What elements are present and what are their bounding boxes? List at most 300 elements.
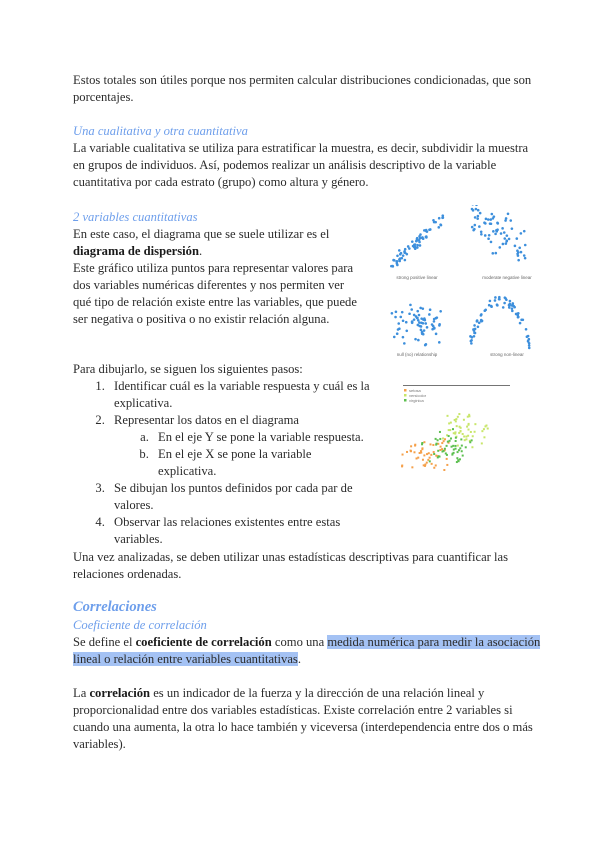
data-point xyxy=(456,425,458,427)
data-point xyxy=(496,303,499,306)
data-point xyxy=(421,331,424,334)
data-point xyxy=(395,311,398,314)
data-point xyxy=(471,336,474,339)
data-point xyxy=(437,439,439,441)
data-point xyxy=(459,458,461,460)
data-point xyxy=(433,318,436,321)
data-point xyxy=(416,244,419,247)
data-point xyxy=(423,317,426,320)
data-point xyxy=(448,435,450,437)
data-point xyxy=(392,265,395,268)
data-point xyxy=(443,469,445,471)
data-point xyxy=(424,322,427,325)
data-point xyxy=(407,245,410,248)
data-point xyxy=(440,446,442,448)
text: En este caso, el diagrama que se suele utilizar es el xyxy=(73,227,330,241)
data-point xyxy=(431,463,433,465)
data-point xyxy=(459,426,461,428)
data-point xyxy=(465,446,467,448)
data-point xyxy=(465,438,467,440)
data-point xyxy=(417,339,420,342)
data-point xyxy=(473,228,476,231)
data-point xyxy=(394,316,397,319)
data-point xyxy=(466,426,468,428)
steps-section xyxy=(73,361,373,548)
data-point xyxy=(405,321,408,324)
data-point xyxy=(429,457,431,459)
data-point xyxy=(472,435,474,437)
data-point xyxy=(489,222,492,225)
data-point xyxy=(524,244,527,247)
data-point xyxy=(447,441,449,443)
data-point xyxy=(397,328,400,331)
caption: moderate negative linear xyxy=(482,275,532,280)
data-point xyxy=(416,237,419,240)
data-point xyxy=(520,232,523,235)
data-point xyxy=(436,443,438,445)
data-point xyxy=(400,252,403,255)
data-point xyxy=(446,445,448,447)
data-point xyxy=(418,235,421,238)
definition-paragraph xyxy=(73,634,543,668)
data-point xyxy=(508,303,511,306)
data-point xyxy=(462,455,464,457)
data-point xyxy=(454,433,456,435)
data-point xyxy=(483,436,485,438)
data-point xyxy=(426,326,429,329)
data-point xyxy=(396,332,399,335)
data-point xyxy=(404,251,407,254)
text: Representar los datos en el diagrama xyxy=(114,413,299,427)
data-point xyxy=(430,454,432,456)
data-point xyxy=(489,218,492,221)
data-point xyxy=(471,439,473,441)
data-point xyxy=(455,437,457,439)
data-point xyxy=(481,442,483,444)
data-point xyxy=(523,254,526,257)
data-point xyxy=(435,333,438,336)
data-point xyxy=(483,221,486,224)
data-point xyxy=(460,438,462,440)
data-point xyxy=(414,445,416,447)
data-point xyxy=(396,260,399,263)
data-point xyxy=(439,310,442,313)
data-point xyxy=(410,445,412,447)
data-point xyxy=(399,316,402,319)
data-point xyxy=(527,340,530,343)
data-point xyxy=(442,437,444,439)
data-point xyxy=(458,449,460,451)
section-qual-quant xyxy=(73,123,535,191)
data-point xyxy=(528,342,531,345)
data-point xyxy=(474,431,476,433)
data-point xyxy=(439,431,441,433)
data-point xyxy=(484,234,487,237)
data-point xyxy=(416,310,419,313)
data-point xyxy=(511,302,514,305)
data-point xyxy=(402,454,404,456)
data-point xyxy=(467,424,469,426)
text: La xyxy=(73,686,90,700)
data-point xyxy=(470,342,473,345)
data-point xyxy=(505,242,508,245)
data-point xyxy=(439,449,441,451)
data-point xyxy=(436,316,439,319)
data-point xyxy=(444,438,446,440)
data-point xyxy=(471,226,474,229)
data-point xyxy=(413,318,416,321)
caption: null (no) relationship xyxy=(396,352,438,357)
list-item: 4. Observar las relaciones existentes entre estas variables. xyxy=(108,514,373,548)
data-point xyxy=(508,238,511,241)
data-point xyxy=(506,234,509,237)
data-point xyxy=(411,321,414,324)
legend-marker xyxy=(404,399,407,402)
data-point xyxy=(494,299,497,302)
data-point xyxy=(430,443,432,445)
section-two-quant xyxy=(73,209,365,328)
data-point xyxy=(472,209,475,212)
data-point xyxy=(497,222,500,225)
data-point xyxy=(402,254,405,257)
data-point xyxy=(391,312,394,315)
data-point xyxy=(424,344,427,347)
data-point xyxy=(438,323,441,326)
data-point xyxy=(396,254,399,257)
data-point xyxy=(438,217,441,220)
list-item: a. En el eje Y se pone la variable respuesta. xyxy=(152,429,373,446)
data-point xyxy=(474,328,477,331)
scatter-types-figure xyxy=(362,205,562,360)
data-point xyxy=(455,420,457,422)
data-point xyxy=(447,415,449,417)
data-point xyxy=(422,322,425,325)
data-point xyxy=(456,457,458,459)
data-point xyxy=(410,450,412,452)
data-point xyxy=(449,440,451,442)
data-point xyxy=(393,336,396,339)
legend-label: virginica xyxy=(409,398,424,403)
bold-term: coeficiente de correlación xyxy=(135,635,272,649)
data-point xyxy=(431,323,434,326)
data-point xyxy=(396,264,399,267)
data-point xyxy=(449,429,451,431)
data-point xyxy=(437,450,439,452)
data-point xyxy=(471,205,474,206)
data-point xyxy=(491,213,494,216)
data-point xyxy=(475,208,478,211)
data-point xyxy=(487,428,489,430)
caption: strong non-linear xyxy=(490,352,524,357)
data-point xyxy=(446,464,448,466)
data-point xyxy=(442,216,445,219)
data-point xyxy=(433,451,435,453)
data-point xyxy=(403,342,406,345)
data-point xyxy=(455,418,457,420)
text: . xyxy=(297,652,301,666)
data-point xyxy=(473,332,476,335)
data-point xyxy=(418,239,421,242)
data-point xyxy=(453,449,455,451)
data-point xyxy=(459,447,461,449)
data-point xyxy=(480,233,483,236)
data-point xyxy=(515,237,518,240)
data-point xyxy=(494,296,497,299)
data-point xyxy=(457,445,459,447)
data-point xyxy=(416,246,419,249)
list-item: 3. Se dibujan los puntos definidos por cada par de valores. xyxy=(108,480,373,514)
intro-paragraph xyxy=(73,72,533,106)
data-point xyxy=(484,309,487,312)
data-point xyxy=(413,451,415,453)
list-item: b. En el eje X se pone la variable explicativa. xyxy=(152,446,373,480)
data-point xyxy=(520,251,523,254)
data-point xyxy=(465,436,467,438)
data-point xyxy=(443,450,445,452)
data-point xyxy=(450,422,452,424)
section-text xyxy=(73,226,365,260)
bold-term: diagrama de dispersión xyxy=(73,244,199,258)
data-point xyxy=(422,459,424,461)
text: . xyxy=(198,244,203,258)
data-point xyxy=(517,312,520,315)
paragraph-text: Una vez analizadas, se deben utilizar unas estadísticas descriptivas para cuantificar las relaciones ordenadas. xyxy=(73,550,508,581)
data-point xyxy=(505,217,508,220)
data-point xyxy=(463,419,465,421)
data-point xyxy=(405,330,408,333)
data-point xyxy=(426,453,428,455)
data-point xyxy=(473,324,476,327)
section-heading: Una cualitativa y otra cuantitativa xyxy=(73,124,248,138)
data-point xyxy=(448,422,450,424)
data-point xyxy=(414,338,417,341)
data-point xyxy=(397,322,400,325)
data-point xyxy=(477,209,480,212)
data-point xyxy=(418,314,421,317)
data-point xyxy=(413,314,416,317)
data-point xyxy=(456,461,458,463)
data-point xyxy=(504,296,507,299)
data-point xyxy=(433,221,436,224)
data-point xyxy=(477,325,480,328)
data-point xyxy=(424,464,426,466)
data-point xyxy=(488,234,491,237)
data-point xyxy=(419,307,422,310)
correlation-paragraph xyxy=(73,685,543,753)
data-point xyxy=(474,224,477,227)
data-point xyxy=(492,230,495,233)
legend-marker xyxy=(404,394,407,397)
data-point xyxy=(452,428,454,430)
data-point xyxy=(423,329,426,332)
data-point xyxy=(480,231,483,234)
data-point xyxy=(514,245,517,248)
sub-list xyxy=(114,429,373,480)
data-point xyxy=(490,305,493,308)
data-point xyxy=(406,451,408,453)
data-point xyxy=(439,438,441,440)
data-point xyxy=(474,216,477,219)
data-point xyxy=(444,448,446,450)
data-point xyxy=(418,321,421,324)
data-point xyxy=(476,320,479,323)
data-point xyxy=(429,228,432,231)
data-point xyxy=(428,452,430,454)
data-point xyxy=(423,454,425,456)
data-point xyxy=(455,448,457,450)
data-point xyxy=(402,336,405,339)
data-point xyxy=(404,259,407,262)
data-point xyxy=(450,437,452,439)
data-point xyxy=(455,440,457,442)
data-point xyxy=(517,254,520,257)
data-point xyxy=(459,430,461,432)
data-point xyxy=(435,464,437,466)
data-point xyxy=(505,239,508,242)
data-point xyxy=(498,298,501,301)
text: es un indicador de la fuerza y la dirección de una relación lineal y proporcionalidad entre dos variables estadísticas. Existe correlación entre 2 variables si cuando una aumenta, la otra lo hace también y viceversa (interdependencia entre dos o más variables). xyxy=(73,686,533,751)
data-point xyxy=(409,304,412,307)
data-point xyxy=(520,318,523,321)
data-point xyxy=(462,433,464,435)
data-point xyxy=(524,257,527,260)
data-point xyxy=(503,302,506,305)
data-point xyxy=(503,237,506,240)
data-point xyxy=(446,458,448,460)
data-point xyxy=(410,308,413,311)
data-point xyxy=(420,450,422,452)
data-point xyxy=(481,430,483,432)
data-point xyxy=(487,218,490,221)
correlaciones-section xyxy=(73,598,543,753)
data-point xyxy=(491,252,494,255)
bold-term: correlación xyxy=(89,686,151,700)
data-point xyxy=(404,248,407,251)
data-point xyxy=(416,457,418,459)
data-point xyxy=(470,340,473,343)
data-point xyxy=(433,320,436,323)
steps-list xyxy=(73,378,373,548)
data-point xyxy=(470,431,472,433)
data-point xyxy=(471,446,473,448)
data-point xyxy=(402,319,405,322)
data-point xyxy=(458,413,460,415)
data-point xyxy=(457,416,459,418)
data-point xyxy=(464,439,466,441)
data-point xyxy=(437,443,439,445)
data-point xyxy=(446,454,448,456)
data-point xyxy=(411,466,413,468)
data-point xyxy=(485,218,488,221)
iris-scatter-figure xyxy=(375,385,545,500)
data-point xyxy=(518,246,521,249)
data-point xyxy=(420,329,423,332)
data-point xyxy=(431,328,434,331)
data-point xyxy=(467,435,469,437)
data-point xyxy=(489,300,492,303)
data-point xyxy=(468,429,470,431)
data-point xyxy=(438,341,441,344)
steps-intro: Para dibujarlo, se siguen los siguientes pasos: xyxy=(73,362,303,376)
data-point xyxy=(429,460,431,462)
data-point xyxy=(421,443,423,445)
data-point xyxy=(525,328,528,331)
data-point xyxy=(425,236,428,239)
data-point xyxy=(452,445,454,447)
data-point xyxy=(478,225,481,228)
data-point xyxy=(507,213,510,216)
section-heading: 2 variables cuantitativas xyxy=(73,210,198,224)
data-point xyxy=(438,455,440,457)
data-point xyxy=(527,335,530,338)
data-point xyxy=(457,459,459,461)
data-point xyxy=(425,230,428,233)
data-point xyxy=(492,217,495,220)
data-point xyxy=(417,319,420,322)
highlighted-text: medida numérica para medir la asociación lineal o relación entre variables cuantitativas xyxy=(73,635,541,666)
legend-marker xyxy=(404,389,407,392)
data-point xyxy=(398,249,401,252)
data-point xyxy=(414,243,417,246)
data-point xyxy=(487,237,490,240)
data-point xyxy=(423,464,425,466)
data-point xyxy=(511,310,514,313)
data-point xyxy=(523,230,526,233)
data-point xyxy=(461,445,463,447)
data-point xyxy=(528,347,531,350)
data-point xyxy=(451,454,453,456)
data-point xyxy=(455,445,457,447)
data-point xyxy=(478,321,481,324)
data-point xyxy=(433,453,435,455)
section-text: La variable cualitativa se utiliza para estratificar la muestra, es decir, subdividir la muestra en grupos de individuos. Así, podemos realizar un análisis descriptivo de la variable cuantitativa por cada estrato (grupo) como altura y género. xyxy=(73,141,529,189)
data-point xyxy=(468,414,470,416)
data-point xyxy=(490,241,493,244)
data-point xyxy=(494,233,497,236)
data-point xyxy=(401,465,403,467)
list-item xyxy=(108,412,373,480)
data-point xyxy=(420,325,423,328)
data-point xyxy=(432,444,434,446)
data-point xyxy=(495,229,498,232)
data-point xyxy=(453,452,455,454)
data-point xyxy=(428,313,431,316)
data-point xyxy=(439,223,442,226)
data-point xyxy=(408,312,411,315)
legend-label: versicolor xyxy=(409,393,427,398)
data-point xyxy=(477,215,480,218)
data-point xyxy=(509,219,512,222)
data-point xyxy=(479,212,482,215)
data-point xyxy=(411,240,414,243)
section-heading: Correlaciones xyxy=(73,599,157,615)
data-point xyxy=(483,428,485,430)
data-point xyxy=(509,300,512,303)
data-point xyxy=(401,311,404,314)
subheading: Coeficiente de correlación xyxy=(73,618,207,632)
data-point xyxy=(505,298,508,301)
data-point xyxy=(476,217,479,220)
data-point xyxy=(517,316,520,319)
data-point xyxy=(399,257,402,260)
data-point xyxy=(480,320,483,323)
data-point xyxy=(528,344,531,347)
data-point xyxy=(498,246,501,249)
data-point xyxy=(437,226,440,229)
data-point xyxy=(426,462,428,464)
data-point xyxy=(502,243,505,246)
data-point xyxy=(519,322,522,325)
